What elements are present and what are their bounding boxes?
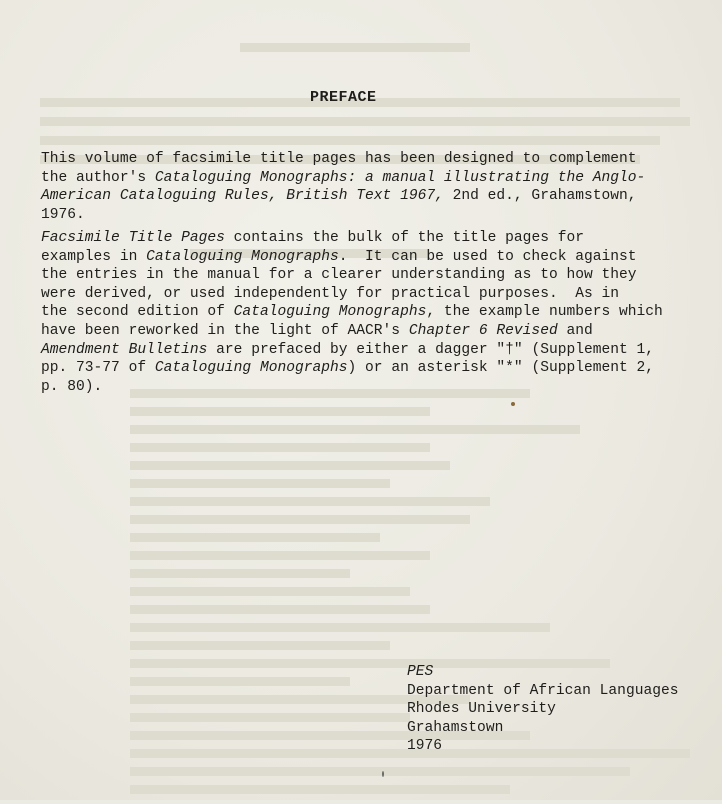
text-run: the second edition of bbox=[41, 304, 234, 321]
signature-initials bbox=[407, 663, 679, 682]
italic-title: Amendment Bulletins bbox=[41, 341, 208, 358]
text-run: , the example numbers which bbox=[426, 304, 663, 321]
text-run: . It can be used to check against bbox=[338, 248, 637, 265]
text-line bbox=[41, 341, 701, 360]
text-run: pp. 73-77 of bbox=[41, 360, 155, 377]
text-run: examples in bbox=[41, 248, 147, 265]
text-line bbox=[41, 359, 701, 378]
italic-title: American Cataloguing Rules, British Text 1967, bbox=[41, 188, 444, 205]
paper-speck bbox=[511, 402, 515, 406]
text-line bbox=[41, 229, 701, 248]
italic-title: Cataloguing Monographs bbox=[146, 248, 339, 265]
signature-university: Rhodes University bbox=[407, 701, 556, 718]
text-run: have been reworked in the light of AACR's bbox=[41, 322, 409, 339]
paper-speck bbox=[382, 771, 384, 777]
text-run: are prefaced by either a dagger "†" (Supplement 1, bbox=[207, 341, 655, 358]
initials: PES bbox=[407, 664, 434, 680]
text-line bbox=[41, 187, 701, 206]
signature-block bbox=[407, 663, 679, 756]
text-line bbox=[41, 169, 701, 188]
page-title: PREFACE bbox=[310, 89, 377, 106]
text-line bbox=[41, 322, 701, 341]
text-line: 1976. bbox=[41, 206, 85, 223]
text-line: the entries in the manual for a clearer understanding as to how they bbox=[41, 267, 637, 284]
text-run: the author's bbox=[41, 169, 155, 186]
text-line: p. 80). bbox=[41, 378, 103, 395]
text-run: 2nd ed., Grahamstown, bbox=[443, 188, 637, 205]
text-run: ) or an asterisk "*" (Supplement 2, bbox=[347, 360, 655, 377]
italic-title: Cataloguing Monographs bbox=[233, 304, 427, 321]
signature-city: Grahamstown bbox=[407, 719, 504, 736]
text-line bbox=[41, 303, 701, 322]
italic-title: Chapter 6 Revised bbox=[408, 322, 558, 339]
signature-department: Department of African Languages bbox=[407, 682, 679, 699]
text-line bbox=[41, 248, 701, 267]
italic-title: Cataloguing Monographs: a manual illustrating the Anglo- bbox=[154, 169, 646, 186]
italic-title: Facsimile Title Pages bbox=[41, 230, 225, 246]
signature-year: 1976 bbox=[407, 738, 443, 755]
text-line: This volume of facsimile title pages has been designed to complement bbox=[41, 151, 637, 167]
text-run: contains the bulk of the title pages for bbox=[224, 230, 584, 246]
paragraph-1 bbox=[41, 150, 701, 224]
paragraph-2 bbox=[41, 229, 701, 396]
italic-title: Cataloguing Monographs bbox=[154, 360, 348, 377]
text-run: and bbox=[557, 322, 593, 339]
text-line: were derived, or used independently for practical purposes. As in bbox=[41, 285, 620, 302]
